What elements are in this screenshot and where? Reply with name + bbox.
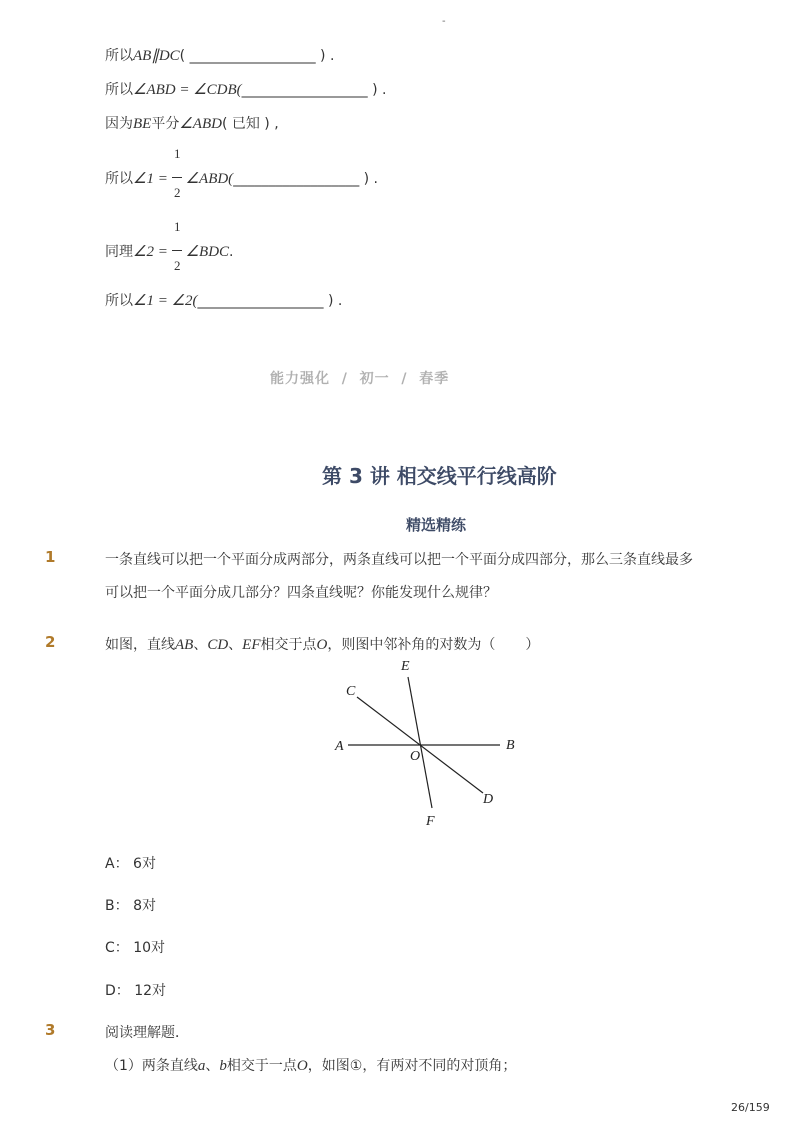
question-number: 2 (45, 633, 56, 651)
question-1-line-2: 可以把一个平面分成几部分？四条直线呢？你能发现什么规律？ (105, 585, 497, 601)
page-number: 26/159 (731, 1101, 770, 1114)
intersecting-lines-figure (330, 650, 530, 835)
proof-line-4: 所以∠1 = ∠ABD(__________________ ) . (105, 171, 378, 187)
proof-line-1: 所以AB∥DC( __________________ ) . (105, 48, 335, 64)
label-b: B (506, 738, 515, 753)
fraction-denominator: 2 (174, 185, 181, 200)
question-2-stem: 如图，直线AB、CD、EF相交于点O，则图中邻补角的对数为（ ） (105, 637, 540, 653)
label-o: O (410, 749, 421, 764)
question-number: 1 (45, 548, 56, 566)
proof-line-2: 所以∠ABD = ∠CDB(__________________ ) . (105, 82, 387, 98)
chapter-title: 第 3 讲 相交线平行线高阶 (322, 464, 557, 488)
label-c: C (346, 684, 356, 699)
question-number: 3 (45, 1021, 56, 1039)
proof-line-5: 同理∠2 = ∠BDC. (105, 244, 234, 260)
proof-line-3: 因为BE平分∠ABD( 已知 ) , (105, 116, 279, 132)
option-d: D： 12对 (105, 983, 167, 999)
series-banner: 能力强化 / 初一 / 春季 (270, 371, 450, 387)
label-e: E (401, 659, 410, 674)
label-d: D (483, 792, 494, 807)
section-title: 精选精练 (406, 516, 467, 534)
label-f: F (426, 814, 435, 829)
top-mark: - (442, 16, 446, 27)
fraction-numerator: 1 (174, 219, 181, 234)
fraction-numerator: 1 (174, 146, 181, 161)
question-3-sub-1: （1）两条直线a、b相交于一点O，如图①，有两对不同的对顶角； (105, 1058, 517, 1074)
option-a: A： 6对 (105, 856, 156, 872)
question-1-line-1: 一条直线可以把一个平面分成两部分，两条直线可以把一个平面分成四部分，那么三条直线最多 (105, 552, 693, 568)
label-a: A (335, 739, 344, 754)
option-b: B： 8对 (105, 898, 156, 914)
proof-line-6: 所以∠1 = ∠2(__________________ ) . (105, 293, 343, 309)
fraction-denominator: 2 (174, 258, 181, 273)
option-c: C： 10对 (105, 940, 166, 956)
question-3-title: 阅读理解题． (105, 1025, 189, 1041)
line-ef (408, 677, 432, 808)
